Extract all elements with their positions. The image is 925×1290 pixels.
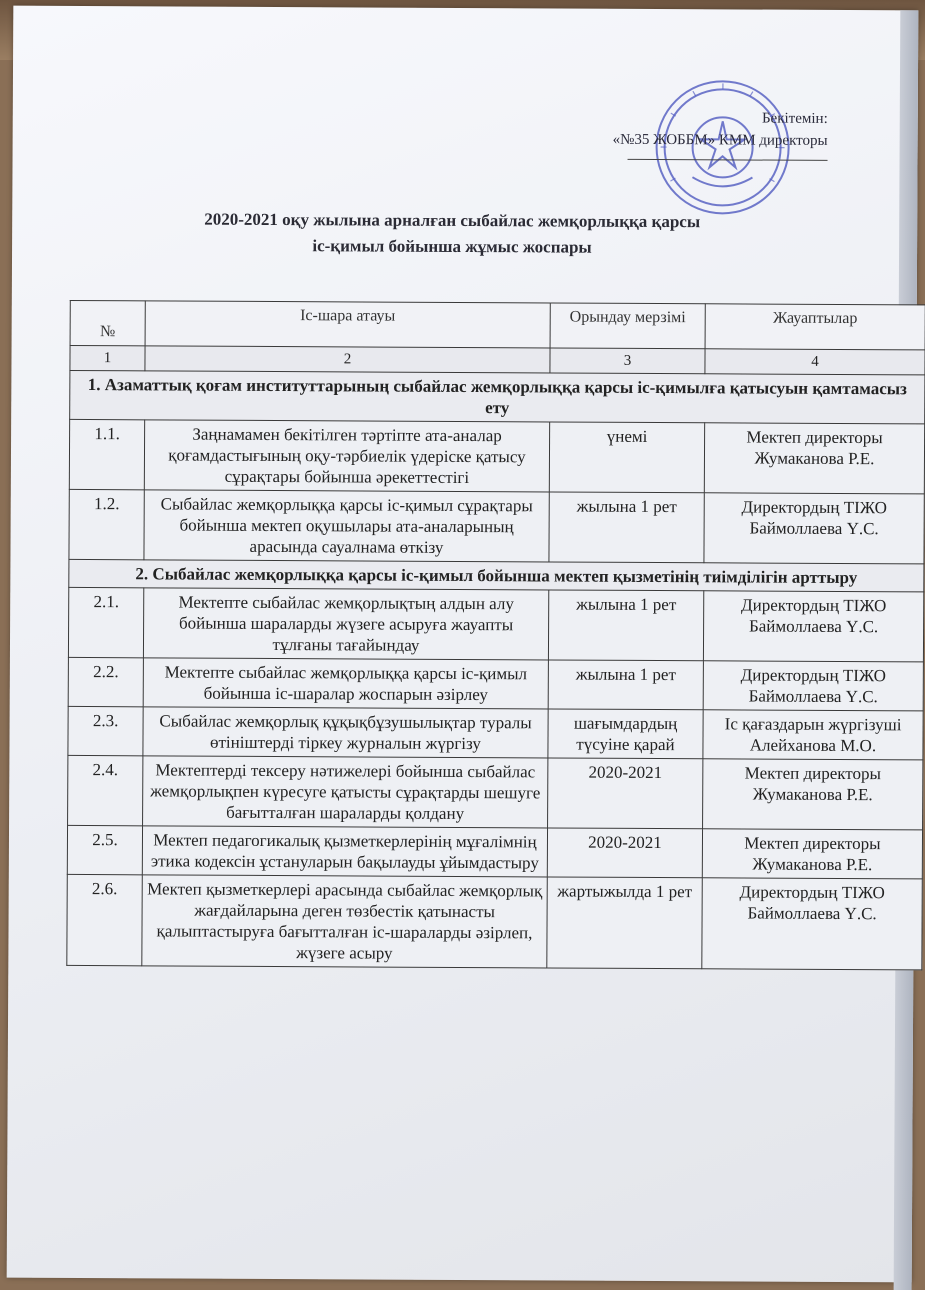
event-name: Мектеп қызметкерлері арасында сыбайлас жемқорлық жағдайларына деген төзбестік қатынасты қалыптастыруға бағытталған іс-шараларды әзірлеп, жүзеге асыру [142, 875, 547, 968]
responsible: Директордың ТІЖО Баймоллаева Ү.С. [703, 661, 923, 711]
table-row [68, 587, 923, 661]
header-event-name: Іс-шара атауы [145, 301, 550, 348]
event-name: Заңнамамен бекітілген тәртіпте ата-аналар қоғамдастығының оқу-тәрбиелік үдеріске қатысу сұрақтары бойынша әрекеттестігі [144, 420, 549, 492]
section-row [70, 370, 925, 423]
event-name: Мектептерді тексеру нәтижелері бойынша сыбайлас жемқорлықпен күресуге қатысты сұрақтарды шешуге бағытталған шараларды қолдану [143, 756, 548, 828]
event-name: Сыбайлас жемқорлыққа қарсы іс-қимыл сұрақтары бойынша мектеп оқушылары ата-аналарының арасында сауалнама өткізу [144, 490, 549, 562]
section-title: 1. Азаматтық қоғам институттарының сыбайлас жемқорлыққа қарсы іс-қимылға қатысуын қамтамасыз ету [70, 370, 925, 423]
header-number: № [70, 300, 145, 345]
term: шағымдардың түсуіне қарай [548, 709, 703, 759]
table-row [69, 419, 924, 493]
term: жартыжылда 1 рет [547, 877, 702, 969]
term: 2020-2021 [547, 828, 702, 878]
table-row [67, 874, 922, 969]
table-row [69, 489, 924, 563]
item-number: 2.6. [67, 874, 142, 965]
event-name: Мектеп педагогикалық қызметкерлерінің мұғалімнің этика кодексін ұстануларын бақылауды ұйымдастыру [142, 826, 547, 877]
work-plan-table [66, 300, 925, 970]
term: жылына 1 рет [548, 590, 703, 661]
responsible: Мектеп директоры Жумаканова Р.Е. [703, 759, 923, 830]
table-row [67, 825, 922, 878]
document-page [7, 6, 919, 1283]
responsible: Мектеп директоры Жумаканова Р.Е. [702, 829, 922, 879]
column-number: 2 [145, 346, 550, 373]
column-number: 4 [705, 349, 925, 375]
term: жылына 1 рет [548, 660, 703, 710]
item-number: 1.1. [69, 419, 144, 489]
term: 2020-2021 [548, 758, 703, 829]
section-row [69, 559, 924, 591]
event-name: Сыбайлас жемқорлық құқықбұзушылықтар туралы өтініштерді тіркеу журналын жүргізу [143, 707, 548, 758]
item-number: 2.1. [68, 587, 143, 657]
table-row [68, 755, 923, 829]
column-number: 1 [70, 345, 145, 370]
approval-block [612, 107, 827, 161]
approval-position: «№35 ЖОББМ» КММ директоры [613, 129, 828, 152]
item-number: 1.2. [69, 489, 144, 559]
term: үнемі [549, 422, 704, 493]
item-number: 2.3. [68, 706, 143, 755]
event-name: Мектепте сыбайлас жемқорлыққа қарсы іс-қимыл бойынша іс-шаралар жоспарын әзірлеу [143, 658, 548, 709]
event-name: Мектепте сыбайлас жемқорлықтың алдын алу бойынша шараларды жүзеге асыруға жауапты тұлғаны тағайындау [143, 588, 548, 660]
term: жылына 1 рет [549, 492, 704, 563]
approval-heading: Бекітемін: [613, 107, 828, 130]
responsible: Директордың ТІЖО Баймоллаева Ү.С. [703, 591, 923, 662]
responsible: Директордың ТІЖО Баймоллаева Ү.С. [704, 493, 924, 564]
responsible: Мектеп директоры Жумаканова Р.Е. [704, 423, 924, 494]
document-title [132, 206, 772, 261]
responsible: Іс қағаздарын жүргізуші Алейханова М.О. [703, 710, 923, 760]
title-line-1: 2020-2021 оқу жылына арналған сыбайлас жемқорлыққа қарсы [132, 206, 772, 235]
header-responsible: Жауаптылар [705, 304, 925, 350]
table-header-row [70, 300, 925, 349]
title-line-2: іс-қимыл бойынша жұмыс жоспары [132, 232, 772, 261]
item-number: 2.2. [68, 657, 143, 706]
responsible: Директордың ТІЖО Баймоллаева Ү.С. [702, 878, 922, 970]
section-title: 2. Сыбайлас жемқорлыққа қарсы іс-қимыл бойынша мектеп қызметінің тиімділігін арттыру [69, 559, 924, 591]
table-row [68, 706, 923, 759]
column-number: 3 [550, 348, 705, 374]
item-number: 2.5. [67, 825, 142, 874]
table-row [68, 657, 923, 710]
item-number: 2.4. [68, 755, 143, 825]
header-term: Орындау мерзімі [550, 303, 705, 349]
